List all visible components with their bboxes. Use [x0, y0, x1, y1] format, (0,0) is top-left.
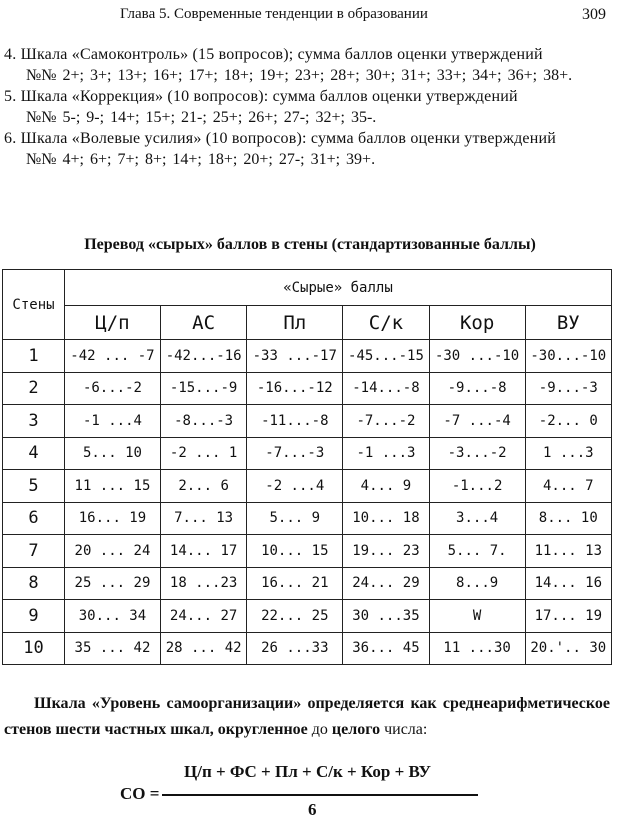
raw-score-cell: -14...-8	[343, 372, 429, 405]
raw-score-cell: 28 ... 42	[160, 632, 246, 665]
raw-score-cell: 16... 19	[65, 502, 161, 535]
stens-column-header: Стены	[3, 270, 65, 340]
table-row	[3, 502, 612, 535]
raw-score-cell: 10... 18	[343, 502, 429, 535]
raw-score-cell: 26 ...33	[247, 632, 343, 665]
page-number: 309	[582, 6, 606, 23]
sten-cell: 4	[3, 437, 65, 470]
column-header: Ц/п	[65, 306, 161, 340]
raw-score-cell: -2 ...4	[247, 470, 343, 503]
table-row	[3, 632, 612, 665]
raw-score-cell: 19... 23	[343, 535, 429, 568]
summary-paragraph	[4, 691, 610, 743]
raw-score-cell: -1...2	[429, 470, 525, 503]
sten-cell: 5	[3, 470, 65, 503]
raw-score-cell: 10... 15	[247, 535, 343, 568]
raw-score-cell: 11 ...30	[429, 632, 525, 665]
sten-cell: 9	[3, 600, 65, 633]
table-row	[3, 437, 612, 470]
table-body	[3, 340, 612, 665]
raw-score-cell: 30 ...35	[343, 600, 429, 633]
table-subheader-row	[3, 306, 612, 340]
summary-text-end: числа:	[380, 721, 428, 738]
scale-item-items: №№ 2+; 3+; 13+; 16+; 17+; 18+; 19+; 23+; 28+; 30+; 31+; 33+; 34+; 36+; 38+.	[26, 67, 573, 84]
raw-score-cell: 5... 9	[247, 502, 343, 535]
raw-score-cell: 5... 7.	[429, 535, 525, 568]
summary-text: до	[307, 721, 332, 738]
raw-score-cell: -42 ... -7	[65, 340, 161, 373]
scale-item-items: №№ 4+; 6+; 7+; 8+; 14+; 18+; 20+; 27-; 31+; 39+.	[26, 151, 376, 168]
raw-score-cell: 14... 17	[160, 535, 246, 568]
scale-item-items: №№ 5-; 9-; 14+; 15+; 21-; 25+; 26+; 27-; 32+; 35-.	[26, 109, 377, 126]
column-header: АС	[160, 306, 246, 340]
raw-score-cell: 8... 10	[525, 502, 611, 535]
raw-score-cell: 18 ...23	[160, 567, 246, 600]
raw-score-cell: -45...-15	[343, 340, 429, 373]
running-head: Глава 5. Современные тенденции в образовании	[120, 6, 428, 22]
raw-score-cell: -8...-3	[160, 405, 246, 438]
scale-item-volition	[4, 128, 612, 170]
raw-score-cell: -42...-16	[160, 340, 246, 373]
table-row	[3, 372, 612, 405]
raw-score-cell: -1 ...4	[65, 405, 161, 438]
raw-score-cell: -2... 0	[525, 405, 611, 438]
formula-denominator: 6	[308, 800, 317, 819]
raw-score-cell: 35 ... 42	[65, 632, 161, 665]
scale-item-correction	[4, 86, 612, 128]
raw-score-cell: 25 ... 29	[65, 567, 161, 600]
table-row	[3, 340, 612, 373]
raw-score-cell: -9...-8	[429, 372, 525, 405]
raw-score-cell: 8...9	[429, 567, 525, 600]
scale-item-line: 4. Шкала «Самоконтроль» (15 вопросов); сумма баллов оценки утверждений	[4, 46, 543, 63]
sten-cell: 10	[3, 632, 65, 665]
scale-item-self-control	[4, 44, 612, 86]
raw-score-cell: -2 ... 1	[160, 437, 246, 470]
raw-score-cell: -7...-2	[343, 405, 429, 438]
raw-score-cell: 24... 29	[343, 567, 429, 600]
raw-score-cell: -3...-2	[429, 437, 525, 470]
table-row	[3, 535, 612, 568]
raw-score-cell: -11...-8	[247, 405, 343, 438]
sten-cell: 7	[3, 535, 65, 568]
raw-score-cell: -7 ...-4	[429, 405, 525, 438]
raw-score-cell: 2... 6	[160, 470, 246, 503]
raw-score-cell: -15...-9	[160, 372, 246, 405]
raw-score-cell: 1 ...3	[525, 437, 611, 470]
raw-score-cell: 4... 7	[525, 470, 611, 503]
sten-cell: 3	[3, 405, 65, 438]
scale-item-line: 5. Шкала «Коррекция» (10 вопросов): сумма баллов оценки утверждений	[4, 88, 518, 105]
raw-score-cell: 20 ... 24	[65, 535, 161, 568]
raw-score-cell: 4... 9	[343, 470, 429, 503]
sten-cell: 8	[3, 567, 65, 600]
raw-score-cell: -6...-2	[65, 372, 161, 405]
scale-list	[4, 44, 612, 170]
raw-score-cell: 14... 16	[525, 567, 611, 600]
sten-cell: 6	[3, 502, 65, 535]
raw-score-cell: 30... 34	[65, 600, 161, 633]
raw-score-cell: 20.'.. 30	[525, 632, 611, 665]
summary-bold-word: целого	[331, 721, 381, 738]
formula	[120, 762, 490, 820]
table-title: Перевод «сырых» баллов в стены (стандартизованные баллы)	[84, 236, 536, 253]
raw-score-cell: 22... 25	[247, 600, 343, 633]
column-header: Кор	[429, 306, 525, 340]
raw-score-cell: -7...-3	[247, 437, 343, 470]
formula-lhs: СО =	[120, 784, 160, 803]
table-row	[3, 470, 612, 503]
raw-score-cell: -16...-12	[247, 372, 343, 405]
formula-numerator: Ц/п + ФС + Пл + С/к + Кор + ВУ	[184, 762, 431, 781]
raw-score-cell: 24... 27	[160, 600, 246, 633]
sten-cell: 1	[3, 340, 65, 373]
raw-score-cell: 17... 19	[525, 600, 611, 633]
raw-score-cell: W	[429, 600, 525, 633]
raw-score-cell: -1 ...3	[343, 437, 429, 470]
table-row	[3, 405, 612, 438]
raw-score-cell: 11... 13	[525, 535, 611, 568]
table-row	[3, 567, 612, 600]
table-row	[3, 600, 612, 633]
raw-scores-header: «Сырые» баллы	[65, 270, 612, 306]
norms-table	[2, 269, 612, 665]
raw-score-cell: 7... 13	[160, 502, 246, 535]
raw-score-cell: 3...4	[429, 502, 525, 535]
raw-score-cell: -33 ...-17	[247, 340, 343, 373]
raw-score-cell: -30 ...-10	[429, 340, 525, 373]
sten-cell: 2	[3, 372, 65, 405]
fraction-bar	[162, 794, 478, 796]
column-header: Пл	[247, 306, 343, 340]
raw-score-cell: -30...-10	[525, 340, 611, 373]
raw-score-cell: 36... 45	[343, 632, 429, 665]
raw-score-cell: 11 ... 15	[65, 470, 161, 503]
column-header: ВУ	[525, 306, 611, 340]
raw-score-cell: 5... 10	[65, 437, 161, 470]
column-header: С/к	[343, 306, 429, 340]
summary-bold-text: Шкала «Уровень самоорганизации» определяется как среднеарифметическое стенов шести частных шкал, округленное	[4, 695, 610, 738]
raw-score-cell: 16... 21	[247, 567, 343, 600]
table-header-row	[3, 270, 612, 306]
raw-score-cell: -9...-3	[525, 372, 611, 405]
scale-item-line: 6. Шкала «Волевые усилия» (10 вопросов): сумма баллов оценки утверждений	[4, 130, 557, 147]
